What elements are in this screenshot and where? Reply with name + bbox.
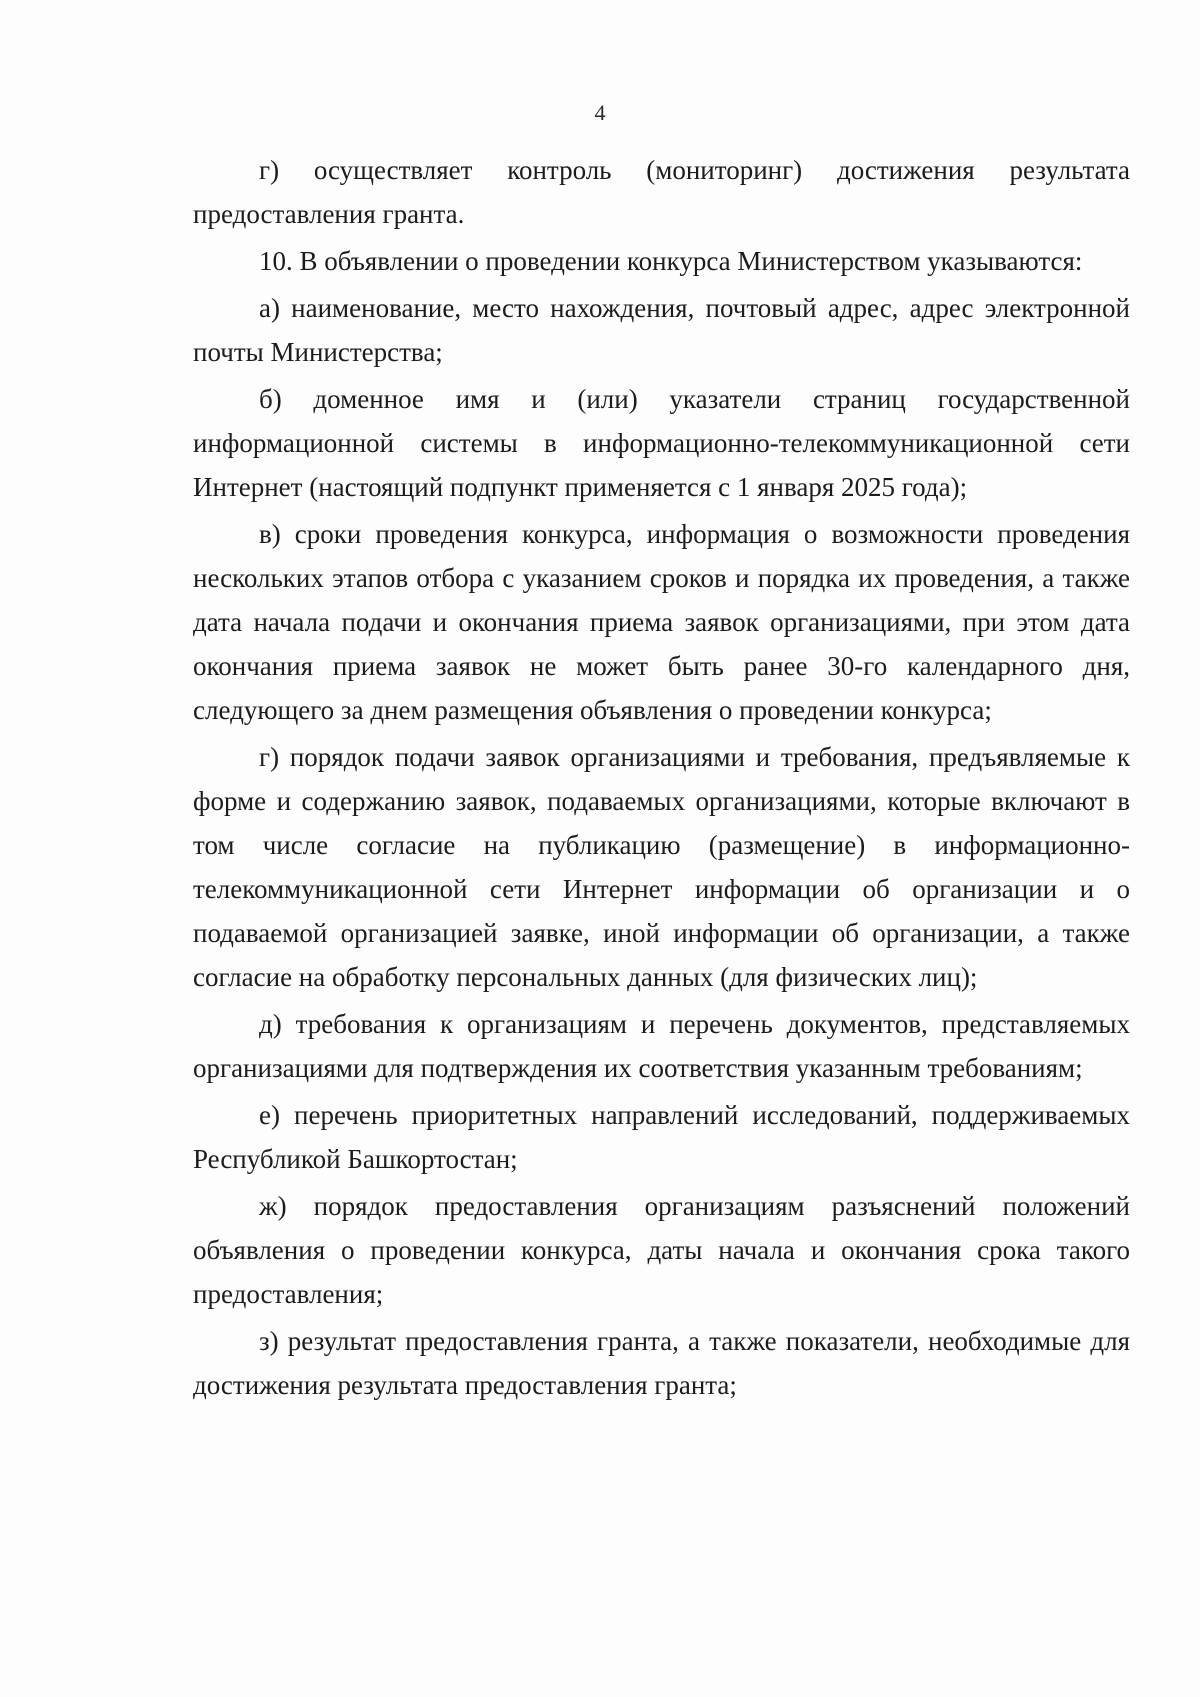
paragraph-item-e: е) перечень приоритетных направлений исследований, поддерживаемых Республикой Башкортостан; [193, 1100, 1130, 1174]
paragraph-item-d: д) требования к организациям и перечень документов, представляемых организациями для подтверждения их соответствия указанным требованиям; [193, 1009, 1130, 1083]
document-body [193, 148, 1130, 1407]
paragraph-item-g: г) порядок подачи заявок организациями и требования, предъявляемые к форме и содержанию заявок, подаваемых организациями, которые включают в том числе согласие на публикацию (размещение) в информационно-телекоммуникационной сети Интернет информации об организации и о подаваемой организацией заявке, иной информации об организации, а также согласие на обработку персональных данных (для физических лиц); [193, 742, 1130, 992]
paragraph-item-zh: ж) порядок предоставления организациям разъяснений положений объявления о проведении конкурса, даты начала и окончания срока такого предоставления; [193, 1191, 1130, 1309]
paragraph-item-z: з) результат предоставления гранта, а также показатели, необходимые для достижения результата предоставления гранта; [193, 1326, 1130, 1400]
paragraph-item-g-control: г) осуществляет контроль (мониторинг) достижения результата предоставления гранта. [193, 155, 1130, 229]
paragraph-item-v: в) сроки проведения конкурса, информация о возможности проведения нескольких этапов отбора с указанием сроков и порядка их проведения, а также дата начала подачи и окончания приема заявок организациями, при этом дата окончания приема заявок не может быть ранее 30-го календарного дня, следующего за днем размещения объявления о проведении конкурса; [193, 519, 1130, 725]
paragraph-point-10: 10. В объявлении о проведении конкурса Министерством указываются: [259, 246, 1083, 276]
paragraph-item-b: б) доменное имя и (или) указатели страниц государственной информационной системы в информационно-телекоммуникационной сети Интернет (настоящий подпункт применяется с 1 января 2025 года); [193, 384, 1130, 502]
page-number: 4 [594, 100, 606, 125]
paragraph-item-a: а) наименование, место нахождения, почтовый адрес, адрес электронной почты Министерства; [193, 293, 1130, 367]
